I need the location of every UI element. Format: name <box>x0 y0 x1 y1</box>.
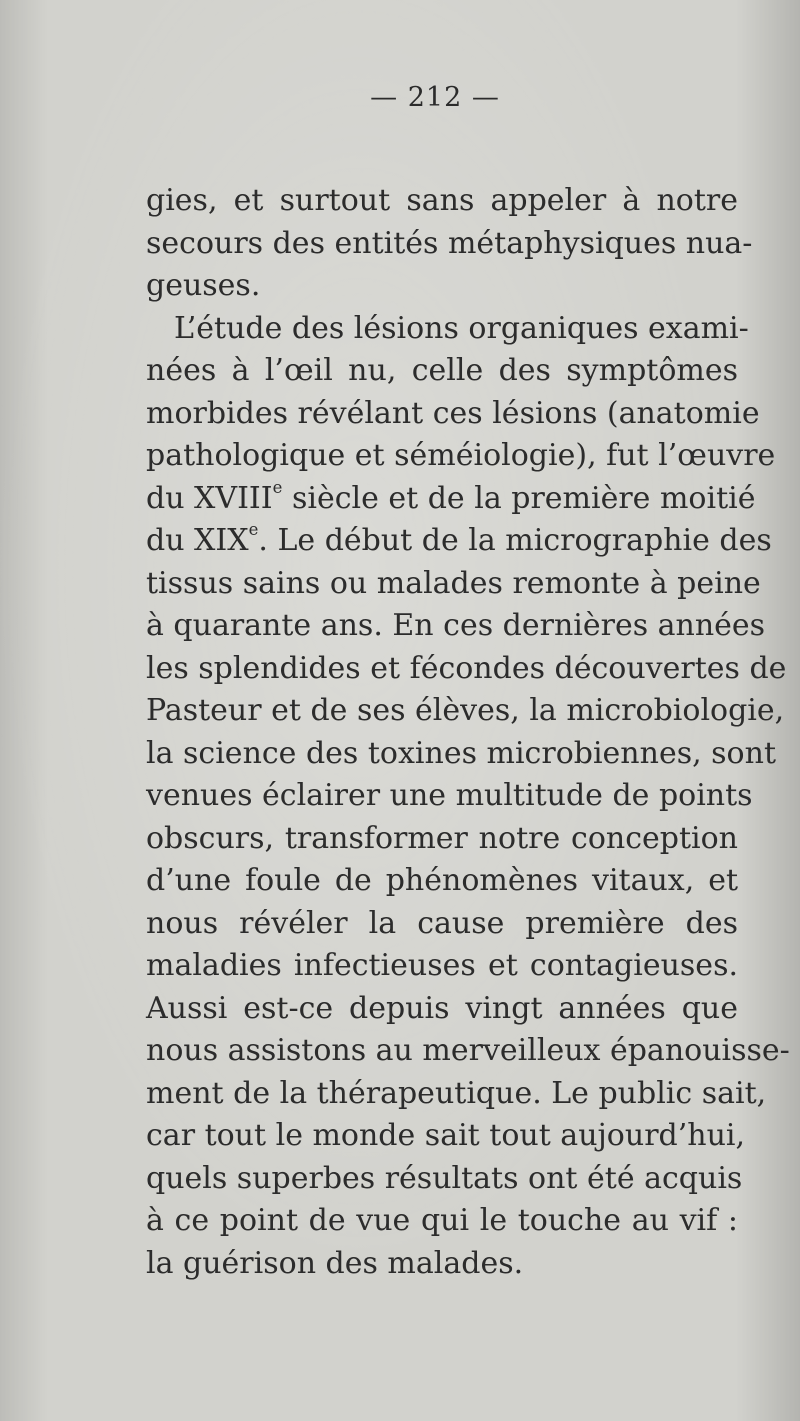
text-line <box>146 477 756 521</box>
text-fragment: du XIX <box>146 523 249 558</box>
text-line: d’une foule de phénomènes vitaux, et <box>146 863 738 898</box>
body-text <box>146 180 790 1285</box>
text-line: ment de la thérapeutique. Le public sait, <box>146 1075 767 1111</box>
text-line: quels superbes résultats ont été acquis <box>146 1160 743 1196</box>
text-line: à ce point de vue qui le touche au vif : <box>146 1203 738 1238</box>
text-line: les splendides et fécondes découvertes de <box>146 650 787 686</box>
text-line <box>146 520 772 563</box>
text-line: tissus sains ou malades remonte à peine <box>146 565 761 601</box>
text-line: la science des toxines microbiennes, sont <box>146 735 776 771</box>
text-line: venues éclairer une multitude de points <box>146 778 753 813</box>
text-line: car tout le monde sait tout aujourd’hui, <box>146 1118 746 1153</box>
text-line: maladies infectieuses et contagieuses. <box>146 948 738 983</box>
text-line: nous révéler la cause première des <box>146 905 738 941</box>
text-line: Pasteur et de ses élèves, la microbiologie, <box>146 693 785 728</box>
text-line: la guérison des malades. <box>146 1245 524 1281</box>
text-line: pathologique et séméiologie), fut l’œuvre <box>146 438 776 473</box>
text-fragment: siècle et de la première moitié <box>291 480 756 516</box>
text-fragment: du XVIII <box>146 480 273 516</box>
text-fragment: . Le début de la micrographie des <box>258 523 772 558</box>
text-line: geuses. <box>146 268 261 303</box>
text-line: Aussi est-ce depuis vingt années que <box>146 990 738 1026</box>
text-line: à quarante ans. En ces dernières années <box>146 608 766 643</box>
text-line: nous assistons au merveilleux épanouisse- <box>146 1033 790 1068</box>
superscript: e <box>248 520 259 540</box>
text-line: morbides révélant ces lésions (anatomie <box>146 395 760 431</box>
text-line: gies, et surtout sans appeler à notre <box>146 183 738 218</box>
text-line: L’étude des lésions organiques exami- <box>174 310 749 346</box>
superscript: e <box>272 477 283 497</box>
page-number: — 212 — <box>370 82 500 113</box>
text-line: nées à l’œil nu, celle des symptômes <box>146 353 738 388</box>
text-line: obscurs, transformer notre conception <box>146 820 738 856</box>
text-line: secours des entités métaphysiques nua- <box>146 225 753 261</box>
